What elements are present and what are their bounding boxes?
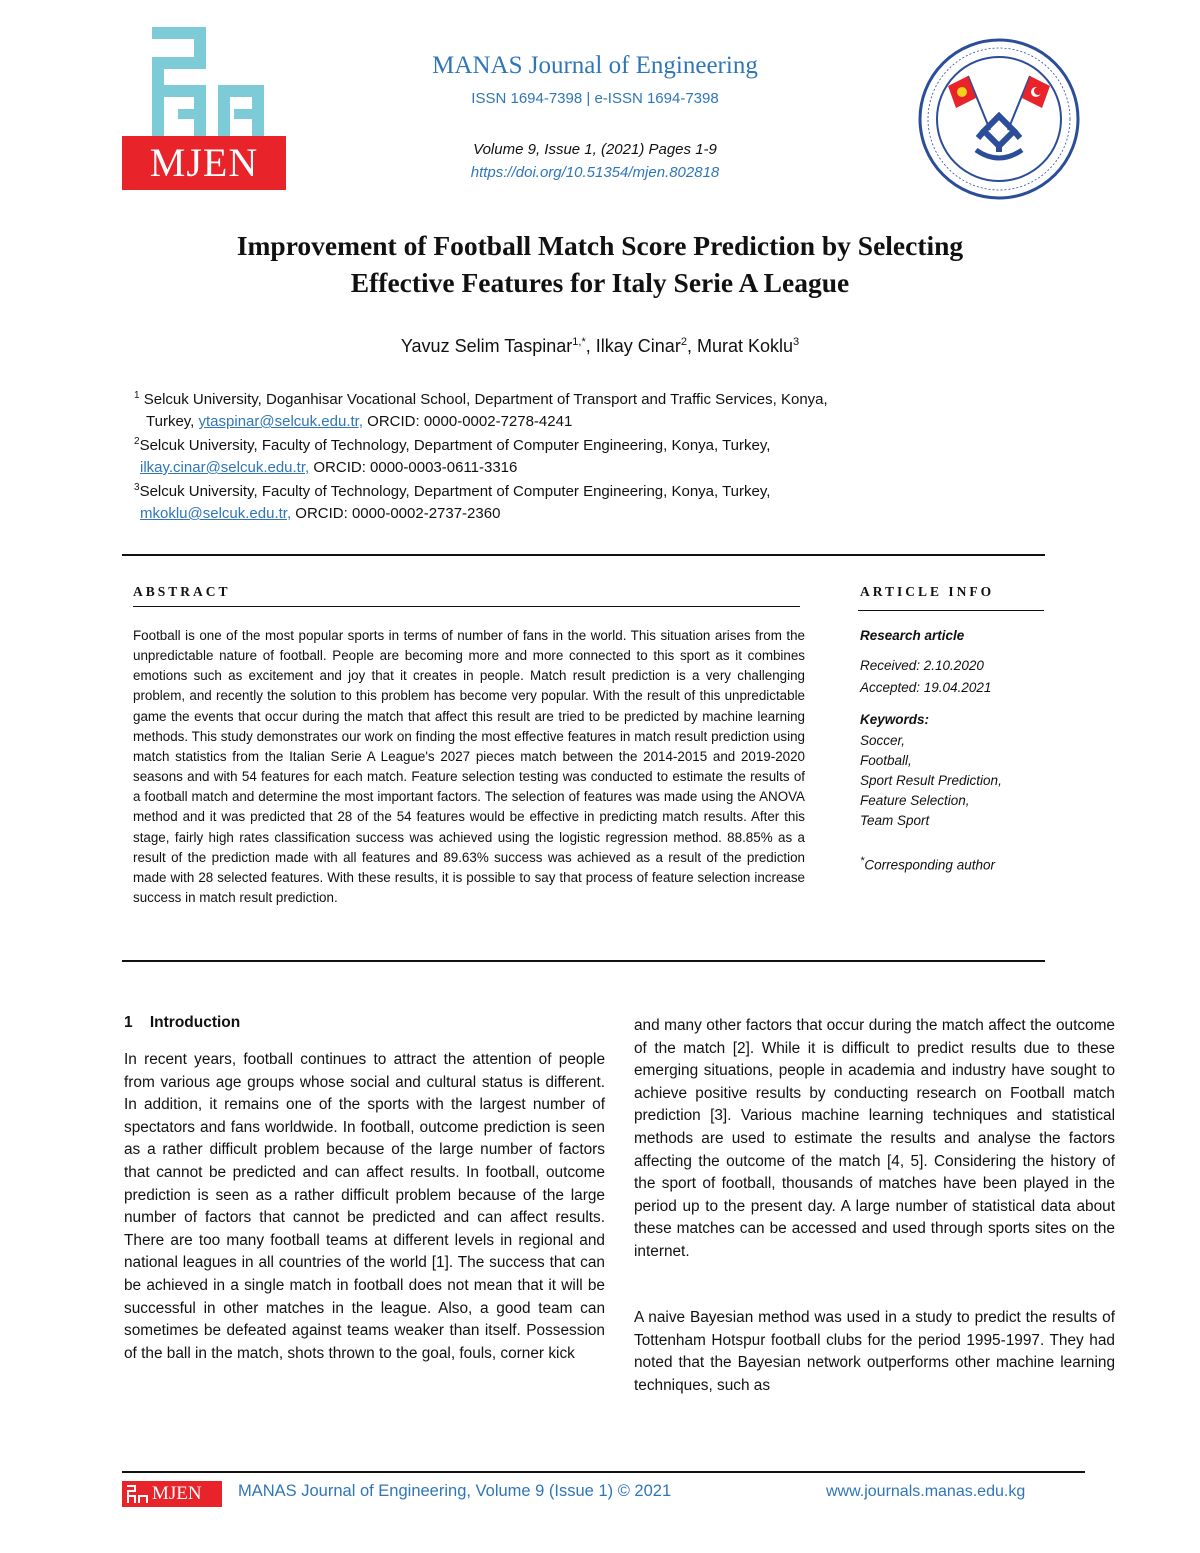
orcid-text: ORCID: 0000-0002-2737-2360 [291,505,501,522]
accepted-date: Accepted: 19.04.2021 [860,680,992,695]
affiliation-country: Turkey, [146,413,199,430]
university-seal-icon [918,38,1080,200]
affiliation-mark: 1 [134,390,140,401]
affiliation-3-line-2 [140,505,500,522]
author-email-link[interactable]: mkoklu@selcuk.edu.tr, [140,505,292,522]
affiliation-3-line-1 [134,482,770,500]
corresponding-text: Corresponding author [864,857,995,873]
author-name: Murat Koklu [696,336,793,356]
author-affiliation-mark: 2 [680,336,687,348]
affiliation-text: Selcuk University, Faculty of Technology, Department of Computer Engineering, Konya, Turkey, [139,437,771,454]
footer-divider [122,1471,1085,1473]
abstract-heading-rule [133,606,800,607]
affiliation-text: Selcuk University, Faculty of Technology, Department of Computer Engineering, Konya, Turkey, [139,483,771,500]
bottom-divider [122,960,1045,962]
mjen-logo-glyph-icon [122,27,286,137]
journal-name: MANAS Journal of Engineering [432,52,758,79]
doi-link[interactable]: https://doi.org/10.51354/mjen.802818 [470,164,720,181]
affiliation-2-line-2 [140,459,517,476]
keyword-item: Team Sport [860,813,930,828]
footer-logo [122,1481,222,1507]
abstract-heading: ABSTRACT [133,584,231,599]
introduction-left-column: In recent years, football continues to attract the attention of people from various age groups whose social and cultural status is different. In addition, it remains one of the sports with the largest number of spectators and fans worldwide. In football, outcome prediction is seen as a rather difficult problem because of the large number of factors that cannot be predicted and can affect results. In football, outcome prediction is seen as a rather difficult problem because of the large number of factors that cannot be predicted and can affect results. There are too many football teams at different levels in regional and national leagues in all countries of the world [1]. The success that can be achieved in a single match in football does not mean that it will be successful in other matches in the league. Also, a good team can sometimes be defeated against teams weaker than itself. Possession of the ball in the match, shots thrown to the goal, fouls, corner kick [124,1051,605,1362]
paper-title-line-2: Effective Features for Italy Serie A League [350,267,850,298]
keyword-item: Feature Selection, [860,793,970,808]
keyword-item: Sport Result Prediction, [860,773,1002,788]
keyword-item: Soccer, [860,733,906,748]
orcid-text: ORCID: 0000-0003-0611-3316 [309,459,518,476]
orcid-text: ORCID: 0000-0002-7278-4241 [363,413,573,430]
article-type: Research article [860,628,965,643]
affiliation-1-line-2 [146,413,572,430]
author-name: Yavuz Selim Taspinar [400,336,573,356]
author-list: Yavuz Selim Taspinar$^{1,*}$, Ilkay Cinar$^2$, Murat Koklu$^3$ [400,336,800,356]
introduction-right-paragraph-1: and many other factors that occur during the match affect the outcome of the match [2]. While it is difficult to predict results due to these emerging situations, people in academia and industry have sought to achieve positive results by conducting research on Football match prediction [3]. Various machine learning techniques and statistical methods are used to estimate the results and analyse the factors affecting the outcome of the match [4, 5]. Considering the history of the sport of football, thousands of matches have been played in the period up to the present day. A large number of statistical data about these matches can be accessed and used through sports sites on the internet. [634,1017,1115,1260]
affiliation-2-line-1 [134,436,770,454]
author-email-link[interactable]: ilkay.cinar@selcuk.edu.tr, [140,459,310,476]
article-info-heading: ARTICLE INFO [860,584,995,599]
author-affiliation-mark: 1,* [572,336,586,348]
corresponding-author-note [860,855,995,873]
footer-website-link[interactable]: www.journals.manas.edu.kg [826,1483,1026,1500]
author-email-link[interactable]: ytaspinar@selcuk.edu.tr, [198,413,363,430]
corresponding-mark: * [860,855,865,867]
keywords-label: Keywords: [860,712,930,727]
introduction-right-paragraph-2: A naive Bayesian method was used in a study to predict the results of Tottenham Hotspur football clubs for the period 1995-1997. They had noted that the Bayesian network outperforms other machine learning techniques, such as [634,1309,1115,1394]
footer-logo-glyph-icon [126,1485,150,1503]
issn-line: ISSN 1694-7398 | e-ISSN 1694-7398 [471,90,719,107]
keyword-item: Football, [860,753,912,768]
volume-line: Volume 9, Issue 1, (2021) Pages 1-9 [473,141,717,158]
affiliation-mark: 3 [134,482,140,493]
introduction-heading: 1 Introduction [124,1014,241,1031]
author-affiliation-mark: 3 [793,336,800,348]
footer-logo-text: MJEN [152,1483,202,1504]
footer-journal-citation: MANAS Journal of Engineering, Volume 9 (Issue 1) © 2021 [238,1482,672,1500]
affiliation-1-line-1 [134,390,828,408]
affiliation-text: Selcuk University, Doganhisar Vocational School, Department of Transport and Traffic Services, Konya, [139,391,828,408]
received-date: Received: 2.10.2020 [860,658,984,673]
author-name: Ilkay Cinar [595,336,681,356]
top-divider [122,554,1045,556]
abstract-body: Football is one of the most popular sports in terms of number of fans in the world. This situation arises from the unpredictable nature of football. People are becoming more and more connected to this sport as it combines emotions such as excitement and joy that it creates in people. Match result prediction is a very challenging problem, and recently the solution to this problem has become very popular. With the result of this unpredictable game the events that occur during the match that affect this result are tried to be predicted by machine learning methods. This study demonstrates our work on finding the most effective features in match result prediction using match statistics from the Italian Serie A League's 2027 pieces match between the 2014-2015 and 2019-2020 seasons and with 54 features for each match. Feature selection testing was conducted to estimate the results of a football match and determine the most important factors. The selection of features was made using the ANOVA method and it was predicted that 28 of the 54 features would be effective in predicting match results. After this stage, fairly high rates classification success was achieved using the logistic regression method. 88.85% as a result of the prediction made with all features and 89.63% success was achieved as a result of the prediction made with 28 selected features. With these results, it is possible to say that process of feature selection increase success in match result prediction. [133,628,805,906]
mjen-logo-text: MJEN [122,136,286,190]
affiliation-mark: 2 [134,436,140,447]
paper-title-line-1: Improvement of Football Match Score Prediction by Selecting [236,230,964,261]
article-info-heading-rule [858,610,1044,611]
